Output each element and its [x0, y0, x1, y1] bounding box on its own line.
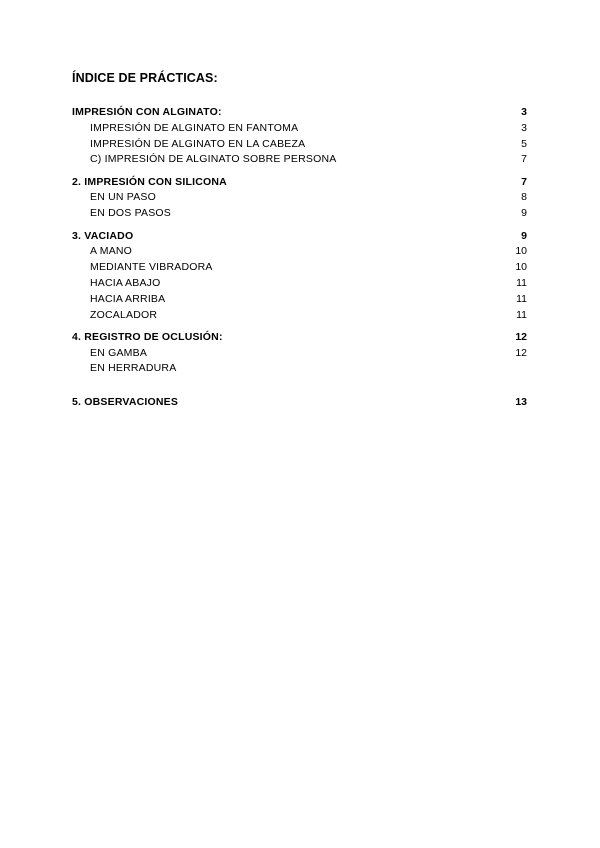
toc-page-number: 11: [516, 308, 527, 321]
table-of-contents: [72, 105, 527, 411]
page-title: ÍNDICE DE PRÁCTICAS:: [72, 71, 218, 85]
toc-item[interactable]: [72, 361, 527, 377]
toc-item[interactable]: [72, 121, 527, 137]
toc-section-label: IMPRESIÓN CON ALGINATO:: [72, 106, 222, 118]
toc-item-label: HACIA ABAJO: [90, 276, 161, 289]
toc-item[interactable]: [72, 152, 527, 168]
toc-page-number: 7: [521, 175, 527, 188]
toc-item-label: IMPRESIÓN DE ALGINATO EN LA CABEZA: [90, 137, 306, 150]
toc-item[interactable]: [72, 190, 527, 206]
toc-page-number: 12: [515, 330, 527, 343]
toc-page-number: 3: [521, 106, 527, 118]
spacer: [72, 377, 527, 395]
toc-item[interactable]: [72, 206, 527, 222]
toc-section-label: 4. REGISTRO DE OCLUSIÓN:: [72, 330, 223, 343]
toc-section-label: 2. IMPRESIÓN CON SILICONA: [72, 175, 227, 188]
toc-page-number: 9: [521, 229, 527, 242]
toc-page-number: 8: [521, 191, 527, 204]
toc-item[interactable]: [72, 276, 527, 292]
toc-item-label: IMPRESIÓN DE ALGINATO EN FANTOMA: [90, 121, 299, 134]
toc-page-number: 13: [515, 396, 527, 409]
toc-section[interactable]: [72, 395, 527, 411]
toc-item[interactable]: [72, 346, 527, 362]
toc-page-number: 10: [515, 245, 527, 258]
toc-item[interactable]: [72, 308, 527, 324]
toc-section-label: 5. OBSERVACIONES: [72, 396, 179, 409]
toc-item-label: EN UN PASO: [90, 191, 156, 204]
toc-item-label: MEDIANTE VIBRADORA: [90, 261, 213, 274]
toc-item-label: C) IMPRESIÓN DE ALGINATO SOBRE PERSONA: [90, 153, 337, 166]
toc-page-number: 5: [521, 137, 527, 150]
toc-item-label: HACIA ARRIBA: [90, 292, 166, 305]
toc-item-label: ZOCALADOR: [90, 308, 158, 321]
toc-item-label: A MANO: [90, 245, 133, 258]
toc-page-number: 11: [516, 292, 527, 305]
toc-item-label: EN DOS PASOS: [90, 207, 171, 220]
toc-page-number: 3: [521, 121, 527, 134]
toc-page-number: 9: [521, 207, 527, 220]
toc-item[interactable]: [72, 137, 527, 153]
toc-item[interactable]: [72, 260, 527, 276]
toc-page-number: 7: [521, 153, 527, 166]
toc-page-number: 11: [516, 276, 527, 289]
toc-section[interactable]: [72, 229, 527, 245]
toc-item-label: EN HERRADURA: [90, 362, 177, 375]
toc-item[interactable]: [72, 292, 527, 308]
toc-section-label: 3. VACIADO: [72, 229, 134, 242]
toc-section[interactable]: [72, 330, 527, 346]
toc-section[interactable]: [72, 175, 527, 191]
toc-section[interactable]: [72, 105, 527, 121]
toc-page-number: 12: [515, 346, 527, 359]
toc-page-number: 10: [515, 261, 527, 274]
toc-item[interactable]: [72, 244, 527, 260]
toc-item-label: EN GAMBA: [90, 346, 148, 359]
